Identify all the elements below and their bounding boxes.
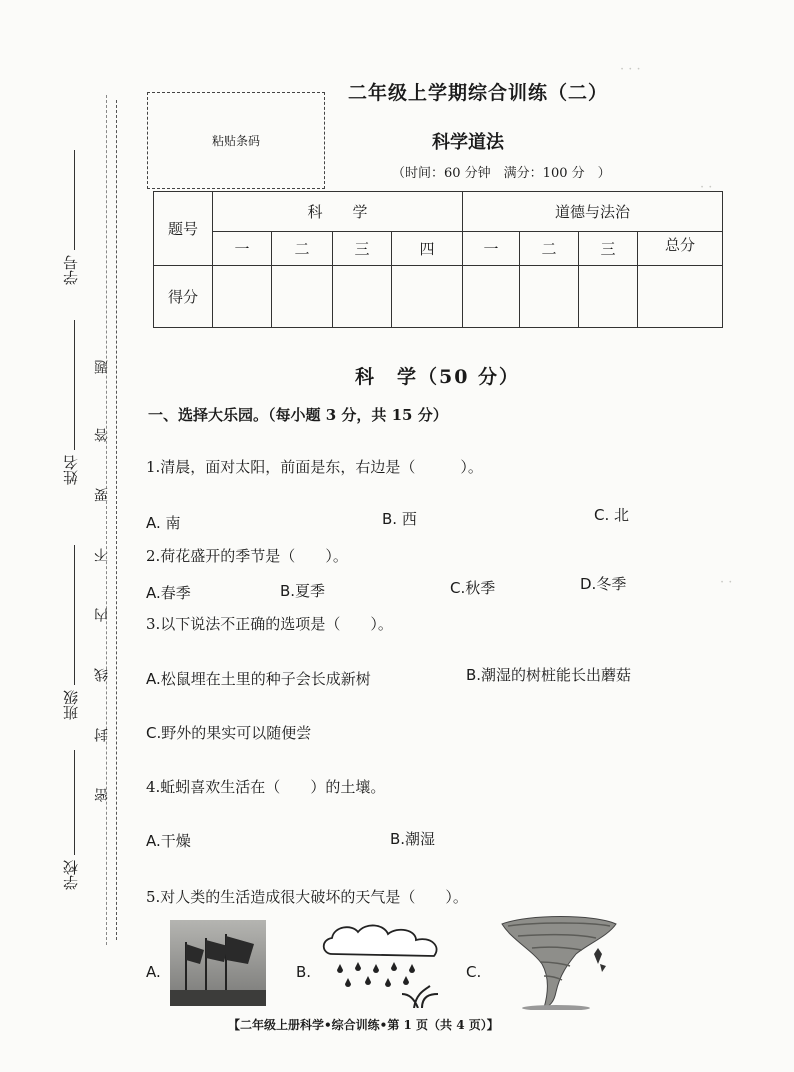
question-option[interactable]: C.秋季	[450, 579, 496, 597]
row-head-score: 得分	[154, 266, 213, 328]
row-head-question-number: 题号	[154, 192, 213, 266]
score-cell[interactable]	[463, 266, 520, 328]
col-total: 总分	[638, 232, 723, 266]
col-moral-1: 一	[463, 232, 520, 266]
group-science-header: 科 学	[213, 192, 463, 232]
score-cell-total[interactable]	[638, 266, 723, 328]
question-option[interactable]: C. 北	[594, 506, 630, 524]
exam-title: 二年级上学期综合训练（二）	[348, 82, 609, 104]
score-table	[153, 191, 723, 328]
barcode-area	[147, 92, 325, 189]
binding-line-outer	[106, 95, 107, 945]
question-option[interactable]: B. 西	[382, 510, 417, 528]
col-science-3: 三	[333, 232, 392, 266]
class-label: 班级	[62, 690, 80, 720]
question-option[interactable]: B.潮湿	[390, 830, 436, 848]
score-cell[interactable]	[579, 266, 638, 328]
score-cell[interactable]	[213, 266, 272, 328]
bleed-through: · ·	[720, 575, 733, 590]
exam-time-info: （时间：60 分钟 满分：100 分 ）	[392, 166, 611, 181]
question-option[interactable]: B.夏季	[280, 582, 326, 600]
seal-char: 密	[94, 788, 110, 802]
question-option-c[interactable]: C.	[466, 963, 482, 981]
group-moral-header: 道德与法治	[463, 192, 723, 232]
name-field[interactable]	[74, 320, 75, 450]
name-label: 姓名	[62, 455, 80, 485]
question-option[interactable]: A.松鼠埋在土里的种子会长成新树	[146, 670, 371, 688]
col-science-2: 二	[272, 232, 333, 266]
question-option[interactable]: C.野外的果实可以随便尝	[146, 724, 312, 742]
score-cell[interactable]	[272, 266, 333, 328]
question-option-b[interactable]: B.	[296, 963, 312, 981]
score-cell[interactable]	[392, 266, 463, 328]
binding-line-seal	[116, 100, 117, 940]
windy-flags-picture	[170, 920, 266, 1006]
seal-char: 封	[94, 728, 110, 742]
question-option[interactable]: B.潮湿的树桩能长出蘑菇	[466, 666, 632, 684]
barcode-label: 粘贴条码	[211, 134, 260, 148]
rain-cloud-picture	[318, 924, 448, 1008]
part-heading: 一、选择大乐园。（每小题 3 分，共 15 分）	[148, 406, 448, 424]
question-option[interactable]: A.干燥	[146, 832, 191, 850]
student-id-field[interactable]	[74, 150, 75, 250]
school-label: 学校	[62, 860, 80, 890]
seal-char: 要	[94, 488, 110, 502]
seal-char: 内	[94, 608, 110, 622]
exam-subtitle: 科学道法	[432, 132, 504, 153]
bleed-through: · ·	[700, 180, 713, 195]
col-moral-2: 二	[520, 232, 579, 266]
question-stem: 4.蚯蚓喜欢生活在（ ）的土壤。	[146, 778, 386, 796]
question-option[interactable]: A. 南	[146, 514, 181, 532]
bleed-through: · · ·	[620, 62, 641, 77]
col-moral-3: 三	[579, 232, 638, 266]
seal-char: 不	[94, 548, 110, 562]
question-option-a[interactable]: A.	[146, 963, 161, 981]
seal-char: 题	[94, 360, 110, 374]
class-field[interactable]	[74, 545, 75, 685]
col-science-1: 一	[213, 232, 272, 266]
score-cell[interactable]	[333, 266, 392, 328]
question-option[interactable]: A.春季	[146, 584, 191, 602]
col-science-4: 四	[392, 232, 463, 266]
tornado-picture	[498, 914, 618, 1010]
question-stem: 1.清晨，面对太阳，前面是东，右边是（ ）。	[146, 458, 483, 476]
question-stem: 5.对人类的生活造成很大破坏的天气是（ ）。	[146, 888, 468, 906]
section-title: 科 学（50 分）	[355, 366, 521, 388]
page-footer: 【二年级上册科学•综合训练•第 1 页（共 4 页）】	[228, 1018, 499, 1032]
question-stem: 3.以下说法不正确的选项是（ ）。	[146, 615, 393, 633]
student-id-label: 学号	[62, 255, 80, 285]
seal-char: 答	[94, 428, 110, 442]
seal-char: 线	[94, 668, 110, 682]
question-option[interactable]: D.冬季	[580, 575, 627, 593]
question-stem: 2.荷花盛开的季节是（ ）。	[146, 547, 348, 565]
score-cell[interactable]	[520, 266, 579, 328]
school-field[interactable]	[74, 750, 75, 855]
